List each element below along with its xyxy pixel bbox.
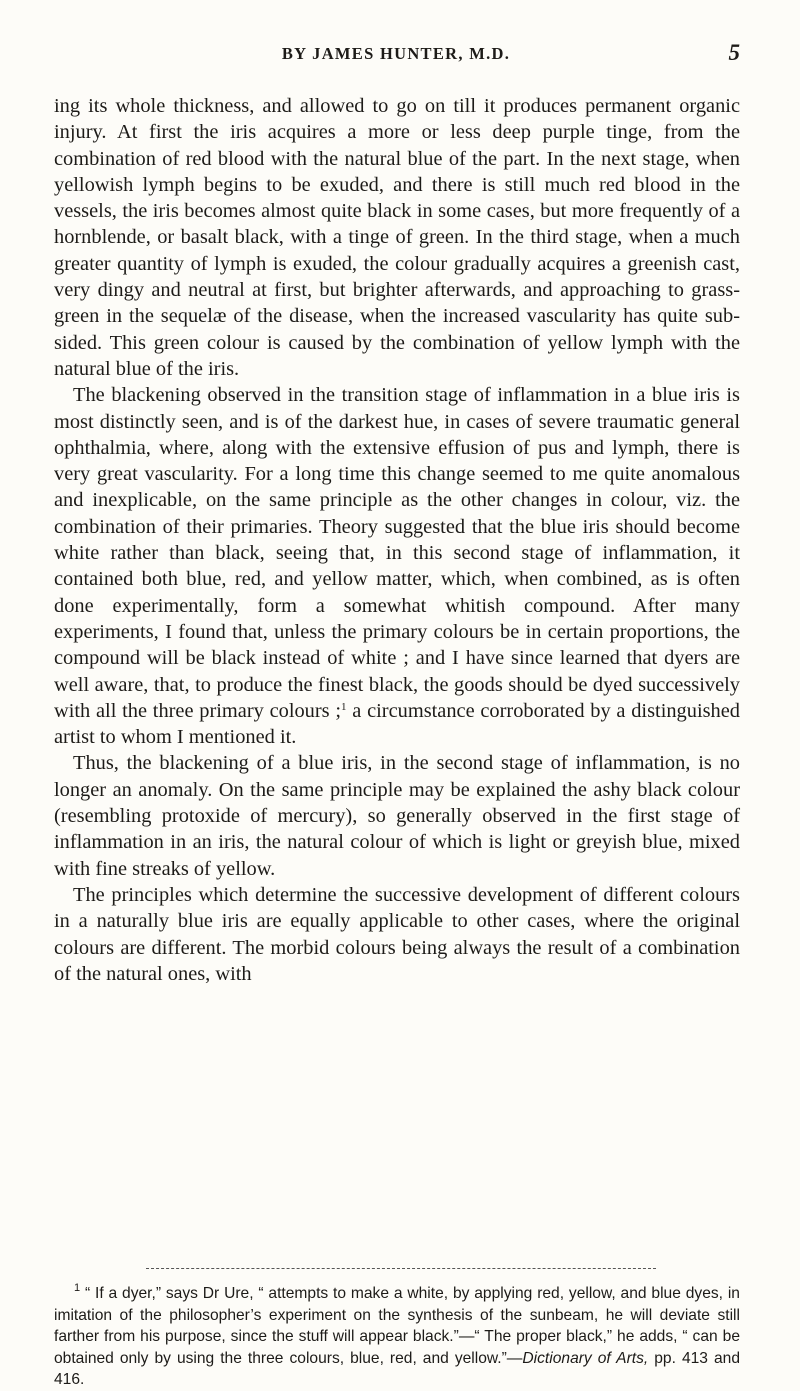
footnote-reference: 1 (341, 700, 347, 713)
footnote (54, 1283, 740, 1391)
paragraph-3: Thus, the blackening of a blue iris, in the second stage of inflammation, is no longer an anomaly. On the same principle may be explained the ashy black colour (resembling protoxide of mercury), so generally observed in the first stage of inflammation in an iris, the natural colour of which is light or greyish blue, mixed with fine streaks of yellow. (54, 752, 740, 880)
footnote-citation-pages: pp. 413 and 416. (54, 1349, 740, 1389)
page-number: 5 (728, 40, 740, 65)
paragraph-2 (54, 382, 740, 750)
footnote-marker: 1 (74, 1282, 81, 1294)
page-header (52, 40, 740, 74)
paragraph-1: ing its whole thickness, and allowed to go on till it produces permanent organic injury. At first the iris acquires a more or less deep purple tinge, from the combination of red blood with the natural blue of the part. In the next stage, when yellowish lymph begins to be exuded, and there is still much red blood in the vessels, the iris becomes almost quite black in some cases, but more frequently of a hornblende, or basalt black, with a tinge of green. In the third stage, when a much greater quantity of lymph is exuded, the colour gradually acquires a greenish cast, very dingy and neutral at first, but brighter afterwards, and approaching to grass-green in the sequelæ of the disease, when the increased vascularity has quite subsided. This green colour is caused by the combination of yellow lymph with the natural blue of the iris. (54, 95, 740, 380)
paragraph-2-text: The blackening observed in the transition stage of inflammation in a blue iris is most distinctly seen, and is of the darkest hue, in cases of severe traumatic general ophthalmia, where, along with the extensive effusion of pus and lymph, there is very great vascularity. For a long time this change seemed to me quite anomalous and inexplicable, on the same principle as the other changes in colour, viz. the combination of their primaries. Theory suggested that the blue iris should become white rather than black, seeing that, in this second stage of inflammation, it contained both blue, red, and yellow matter, which, when combined, as is often done experimentally, form a somewhat whitish compound. After many experiments, I found that, unless the primary colours be in certain proportions, the compound will be black instead of white ; and I have since learned that dyers are well aware, that, to produce the finest black, the goods should be dyed successively with all the three primary colours ; (54, 384, 740, 722)
body-text (54, 93, 740, 987)
paragraph-4: The principles which determine the successive development of different colours in a naturally blue iris are equally applicable to other cases, where the original colours are different. The morbid colours being always the result of a combination of the natural ones, with (54, 883, 740, 985)
footnote-citation-title: Dictionary of Arts, (522, 1349, 649, 1367)
footnote-text: “ If a dyer,” says Dr Ure, “ attempts to make a white, by applying red, yellow, and blue dyes, in imitation of the philosopher’s experiment on the synthesis of the sunbeam, he will deviate still farther from his purpose, since the stuff will appear black.”—“ The proper black,” he adds, “ can be obtained only by using the three colours, blue, red, and yellow.”— (54, 1285, 740, 1367)
footnote-divider (146, 1268, 656, 1269)
paragraph-2-continuation: a circumstance corroborated by a distinguished artist to whom I mentioned it. (54, 699, 740, 749)
footnote-paragraph (54, 1283, 740, 1391)
running-head: BY JAMES HUNTER, M.D. (281, 44, 511, 63)
